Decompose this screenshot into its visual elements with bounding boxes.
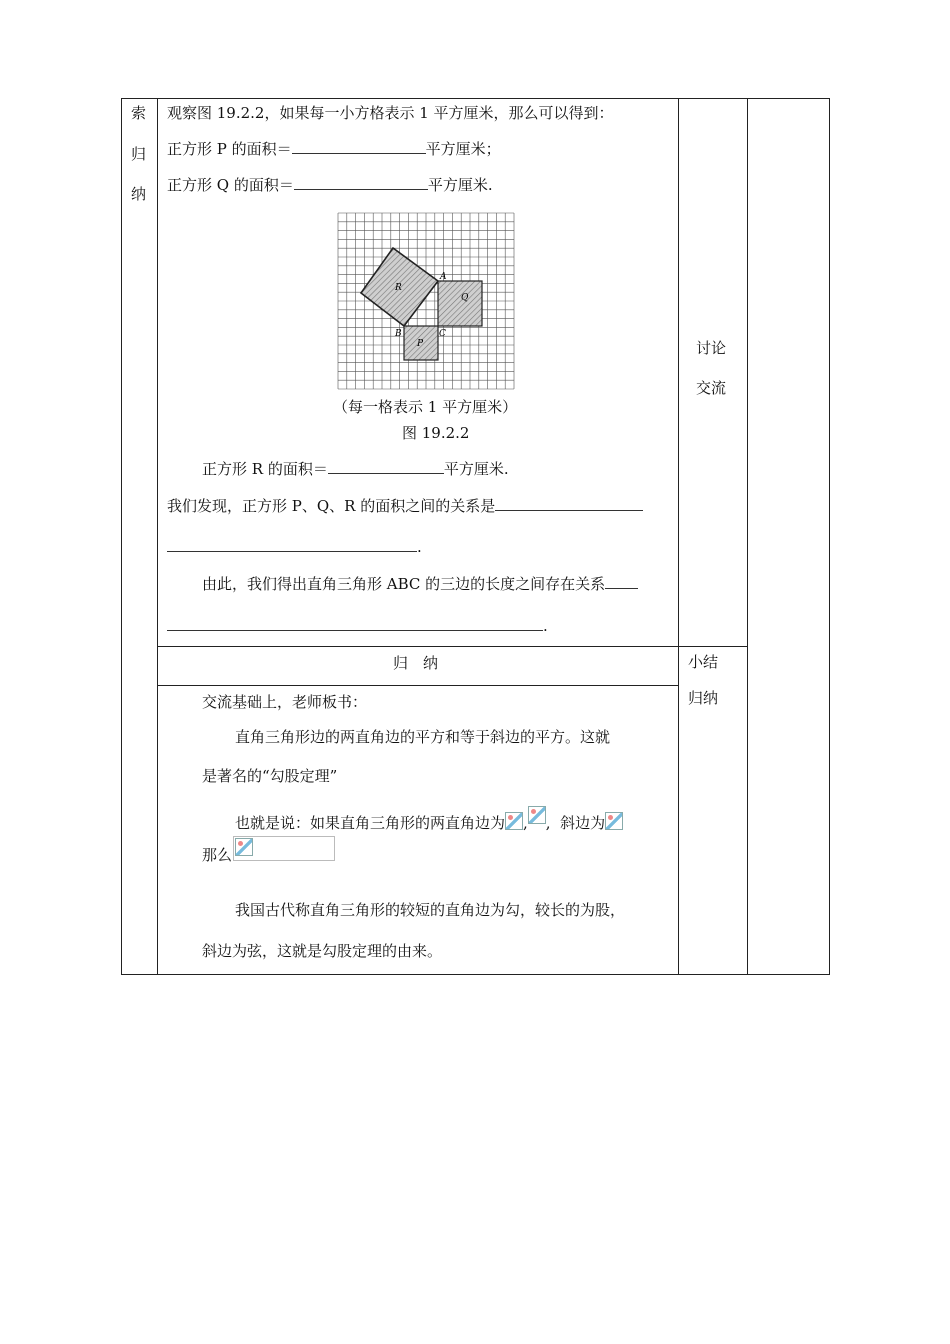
summary-label-1: 小结 — [688, 653, 719, 671]
triangle-blank-2[interactable] — [167, 616, 543, 631]
left-col-char-2: 归 — [131, 145, 147, 163]
theorem-line-2: 是著名的“勾股定理” — [202, 767, 338, 785]
left-col-char-1: 索 — [131, 104, 147, 122]
relation-text: 我们发现，正方形 P、Q、R 的面积之间的关系是 — [167, 497, 496, 515]
figure-caption-title: 图 19.2.2 — [402, 424, 470, 442]
relation-line — [167, 496, 643, 516]
also-prefix: 也就是说：如果直角三角形的两直角边为 — [235, 814, 506, 832]
board-intro: 交流基础上，老师板书： — [202, 693, 368, 711]
triangle-line-2 — [167, 616, 548, 636]
grid-figure — [330, 205, 530, 405]
triangle-period: . — [543, 617, 548, 635]
relation-period: . — [417, 538, 422, 556]
square-q-suffix: 平方厘米. — [427, 176, 493, 194]
comma-2: , — [545, 814, 551, 832]
section-title: 归 纳 — [393, 654, 439, 672]
row-divider-1 — [157, 646, 748, 647]
label-p: P — [417, 339, 424, 349]
square-p-suffix: 平方厘米； — [425, 140, 501, 158]
row-divider-2 — [157, 685, 679, 686]
summary-label-2: 归纳 — [688, 689, 719, 707]
grid-lines — [338, 213, 514, 389]
square-q-blank[interactable] — [294, 175, 428, 190]
square-r-line — [202, 459, 509, 479]
relation-blank-1[interactable] — [495, 496, 643, 511]
col-divider-2 — [678, 98, 679, 975]
hyp-text: 斜边为 — [560, 814, 606, 832]
square-p-line — [167, 139, 501, 159]
triangle-line — [202, 574, 638, 594]
history-line-1: 我国古代称直角三角形的较短的直角边为勾，较长的为股， — [235, 901, 626, 919]
square-q-prefix: 正方形 Q 的面积＝ — [167, 176, 294, 194]
figure-caption-note: （每一格表示 1 平方厘米） — [333, 398, 518, 416]
table-top-border — [121, 98, 830, 99]
square-r-blank[interactable] — [328, 459, 444, 474]
formula-a-image-icon — [505, 812, 523, 830]
label-a: A — [440, 272, 447, 282]
square-p-blank[interactable] — [292, 139, 426, 154]
triangle-blank-1[interactable] — [605, 574, 638, 589]
formula-b-image-icon — [528, 806, 546, 824]
left-col-char-3: 纳 — [131, 185, 147, 203]
theorem-line-1: 直角三角形边的两直角边的平方和等于斜边的平方。这就 — [235, 728, 611, 746]
history-line-2: 斜边为弦，这就是勾股定理的由来。 — [202, 942, 443, 960]
label-q: Q — [461, 293, 469, 303]
col-divider-3 — [747, 98, 748, 975]
table-left-border — [121, 98, 122, 975]
square-p-prefix: 正方形 P 的面积＝ — [167, 140, 292, 158]
square-q-line — [167, 175, 493, 195]
label-r: R — [395, 283, 402, 293]
square-r-suffix: 平方厘米. — [443, 460, 509, 478]
formula-result-image-icon — [235, 838, 253, 856]
relation-line-2 — [167, 537, 422, 557]
col-divider-1 — [157, 98, 158, 975]
label-b: B — [395, 329, 402, 339]
triangle-text: 由此，我们得出直角三角形 ABC 的三边的长度之间存在关系 — [202, 575, 606, 593]
also-line — [235, 806, 623, 833]
square-r-prefix: 正方形 R 的面积＝ — [202, 460, 328, 478]
relation-blank-2[interactable] — [167, 537, 417, 552]
table-bottom-border — [121, 974, 830, 975]
square-q-shape — [438, 281, 482, 326]
observe-line: 观察图 19.2.2，如果每一小方格表示 1 平方厘米，那么可以得到： — [167, 104, 614, 122]
formula-c-image-icon — [605, 812, 623, 830]
comma-1: , — [523, 814, 528, 832]
table-right-border — [829, 98, 830, 975]
label-c: C — [439, 329, 446, 339]
discuss-label-1: 讨论 — [696, 339, 727, 357]
discuss-label-2: 交流 — [696, 379, 727, 397]
then-text: 那么 — [202, 846, 233, 864]
